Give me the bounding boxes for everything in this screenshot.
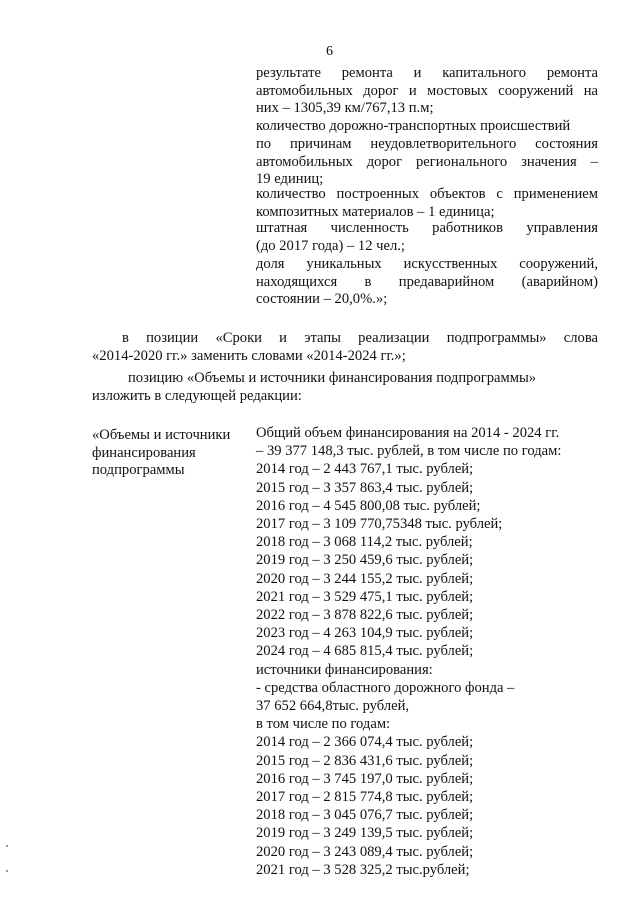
text-line: 19 единиц; — [256, 171, 324, 188]
text-line: по причинам неудовлетворительного состояния — [256, 136, 598, 152]
text-line: изложить в следующей редакции: — [92, 387, 302, 404]
indicator-accidents-title — [256, 118, 598, 136]
text-line: «Объемы и источники — [92, 427, 231, 443]
year-line: 2019 год – 3 249 139,5 тыс. рублей; — [256, 825, 474, 842]
indicator-staff — [256, 220, 598, 255]
text-line: автомобильных дорог и мостовых сооружений на — [256, 82, 598, 99]
year-line: 2017 год – 3 109 770,75348 тыс. рублей; — [256, 516, 503, 533]
year-line: 2019 год – 3 250 459,6 тыс. рублей; — [256, 552, 474, 569]
text-line: состоянии – 20,0%.»; — [256, 291, 388, 308]
text-line: позицию «Объемы и источники финансирования подпрограммы» — [128, 370, 537, 386]
indicator-accidents — [256, 136, 598, 189]
text-line: композитных материалов – 1 единица; — [256, 203, 495, 220]
year-line: 2015 год – 3 357 863,4 тыс. рублей; — [256, 479, 474, 496]
year-line: 2021 год – 3 529 475,1 тыс. рублей; — [256, 588, 474, 605]
text-line: в позиции «Сроки и этапы реализации подпрограммы» слова — [122, 330, 598, 346]
year-line: 2020 год – 3 244 155,2 тыс. рублей; — [256, 570, 474, 587]
scan-speck — [6, 845, 8, 847]
text-line: финансирования — [92, 444, 196, 461]
year-line: 2014 год – 2 366 074,4 тыс. рублей; — [256, 734, 474, 751]
text-line: находящихся в предаварийном (аварийном) — [256, 273, 598, 290]
year-line: 2016 год – 4 545 800,08 тыс. рублей; — [256, 497, 481, 514]
text-line: подпрограммы — [92, 462, 185, 479]
scan-speck — [6, 870, 8, 872]
year-line: 2015 год – 2 836 431,6 тыс. рублей; — [256, 752, 474, 769]
indicator-unique-structures — [256, 256, 598, 309]
financing-label — [92, 427, 252, 480]
year-line: 2020 год – 3 243 089,4 тыс. рублей; — [256, 843, 474, 860]
year-line: 2024 год – 4 685 815,4 тыс. рублей; — [256, 643, 474, 660]
year-line: 2021 год – 3 528 325,2 тыс.рублей; — [256, 861, 470, 878]
text-line: (до 2017 года) – 12 чел.; — [256, 237, 405, 254]
text-line: – 39 377 148,3 тыс. рублей, в том числе по годам: — [256, 443, 562, 460]
year-line: 2018 год – 3 068 114,2 тыс. рублей; — [256, 534, 473, 551]
text-line: - средства областного дорожного фонда – — [256, 679, 515, 696]
year-line: 2014 год – 2 443 767,1 тыс. рублей; — [256, 461, 474, 478]
text-line: источники финансирования: — [256, 661, 433, 678]
year-line: 2018 год – 3 045 076,7 тыс. рублей; — [256, 807, 474, 824]
year-line: 2016 год – 3 745 197,0 тыс. рублей; — [256, 770, 474, 787]
text-line: них – 1305,39 км/767,13 п.м; — [256, 100, 434, 117]
text-line: Общий объем финансирования на 2014 - 2024 гг. — [256, 425, 560, 441]
text-line: штатная численность работников управления — [256, 220, 598, 236]
indicator-composite — [256, 186, 598, 221]
text-line: автомобильных дорог регионального значения – — [256, 153, 598, 170]
text-line: количество дорожно-транспортных происшествий — [256, 118, 571, 134]
text-line: количество построенных объектов с применением — [256, 186, 598, 202]
indicator-result-repair — [256, 65, 598, 118]
text-line: доля уникальных искусственных сооружений, — [256, 256, 598, 272]
text-line: результате ремонта и капитального ремонта — [256, 65, 598, 81]
page-number: 6 — [326, 44, 333, 59]
year-line: 2022 год – 3 878 822,6 тыс. рублей; — [256, 607, 474, 624]
text-line: 37 652 664,8тыс. рублей, — [256, 698, 410, 715]
year-line: 2017 год – 2 815 774,8 тыс. рублей; — [256, 789, 474, 806]
instruction-financing — [92, 370, 598, 405]
financing-details — [256, 424, 601, 879]
text-line: в том числе по годам: — [256, 716, 391, 733]
instruction-deadlines — [92, 330, 598, 365]
text-line: «2014-2020 гг.» заменить словами «2014-2024 гг.»; — [92, 347, 406, 364]
year-line: 2023 год – 4 263 104,9 тыс. рублей; — [256, 625, 474, 642]
